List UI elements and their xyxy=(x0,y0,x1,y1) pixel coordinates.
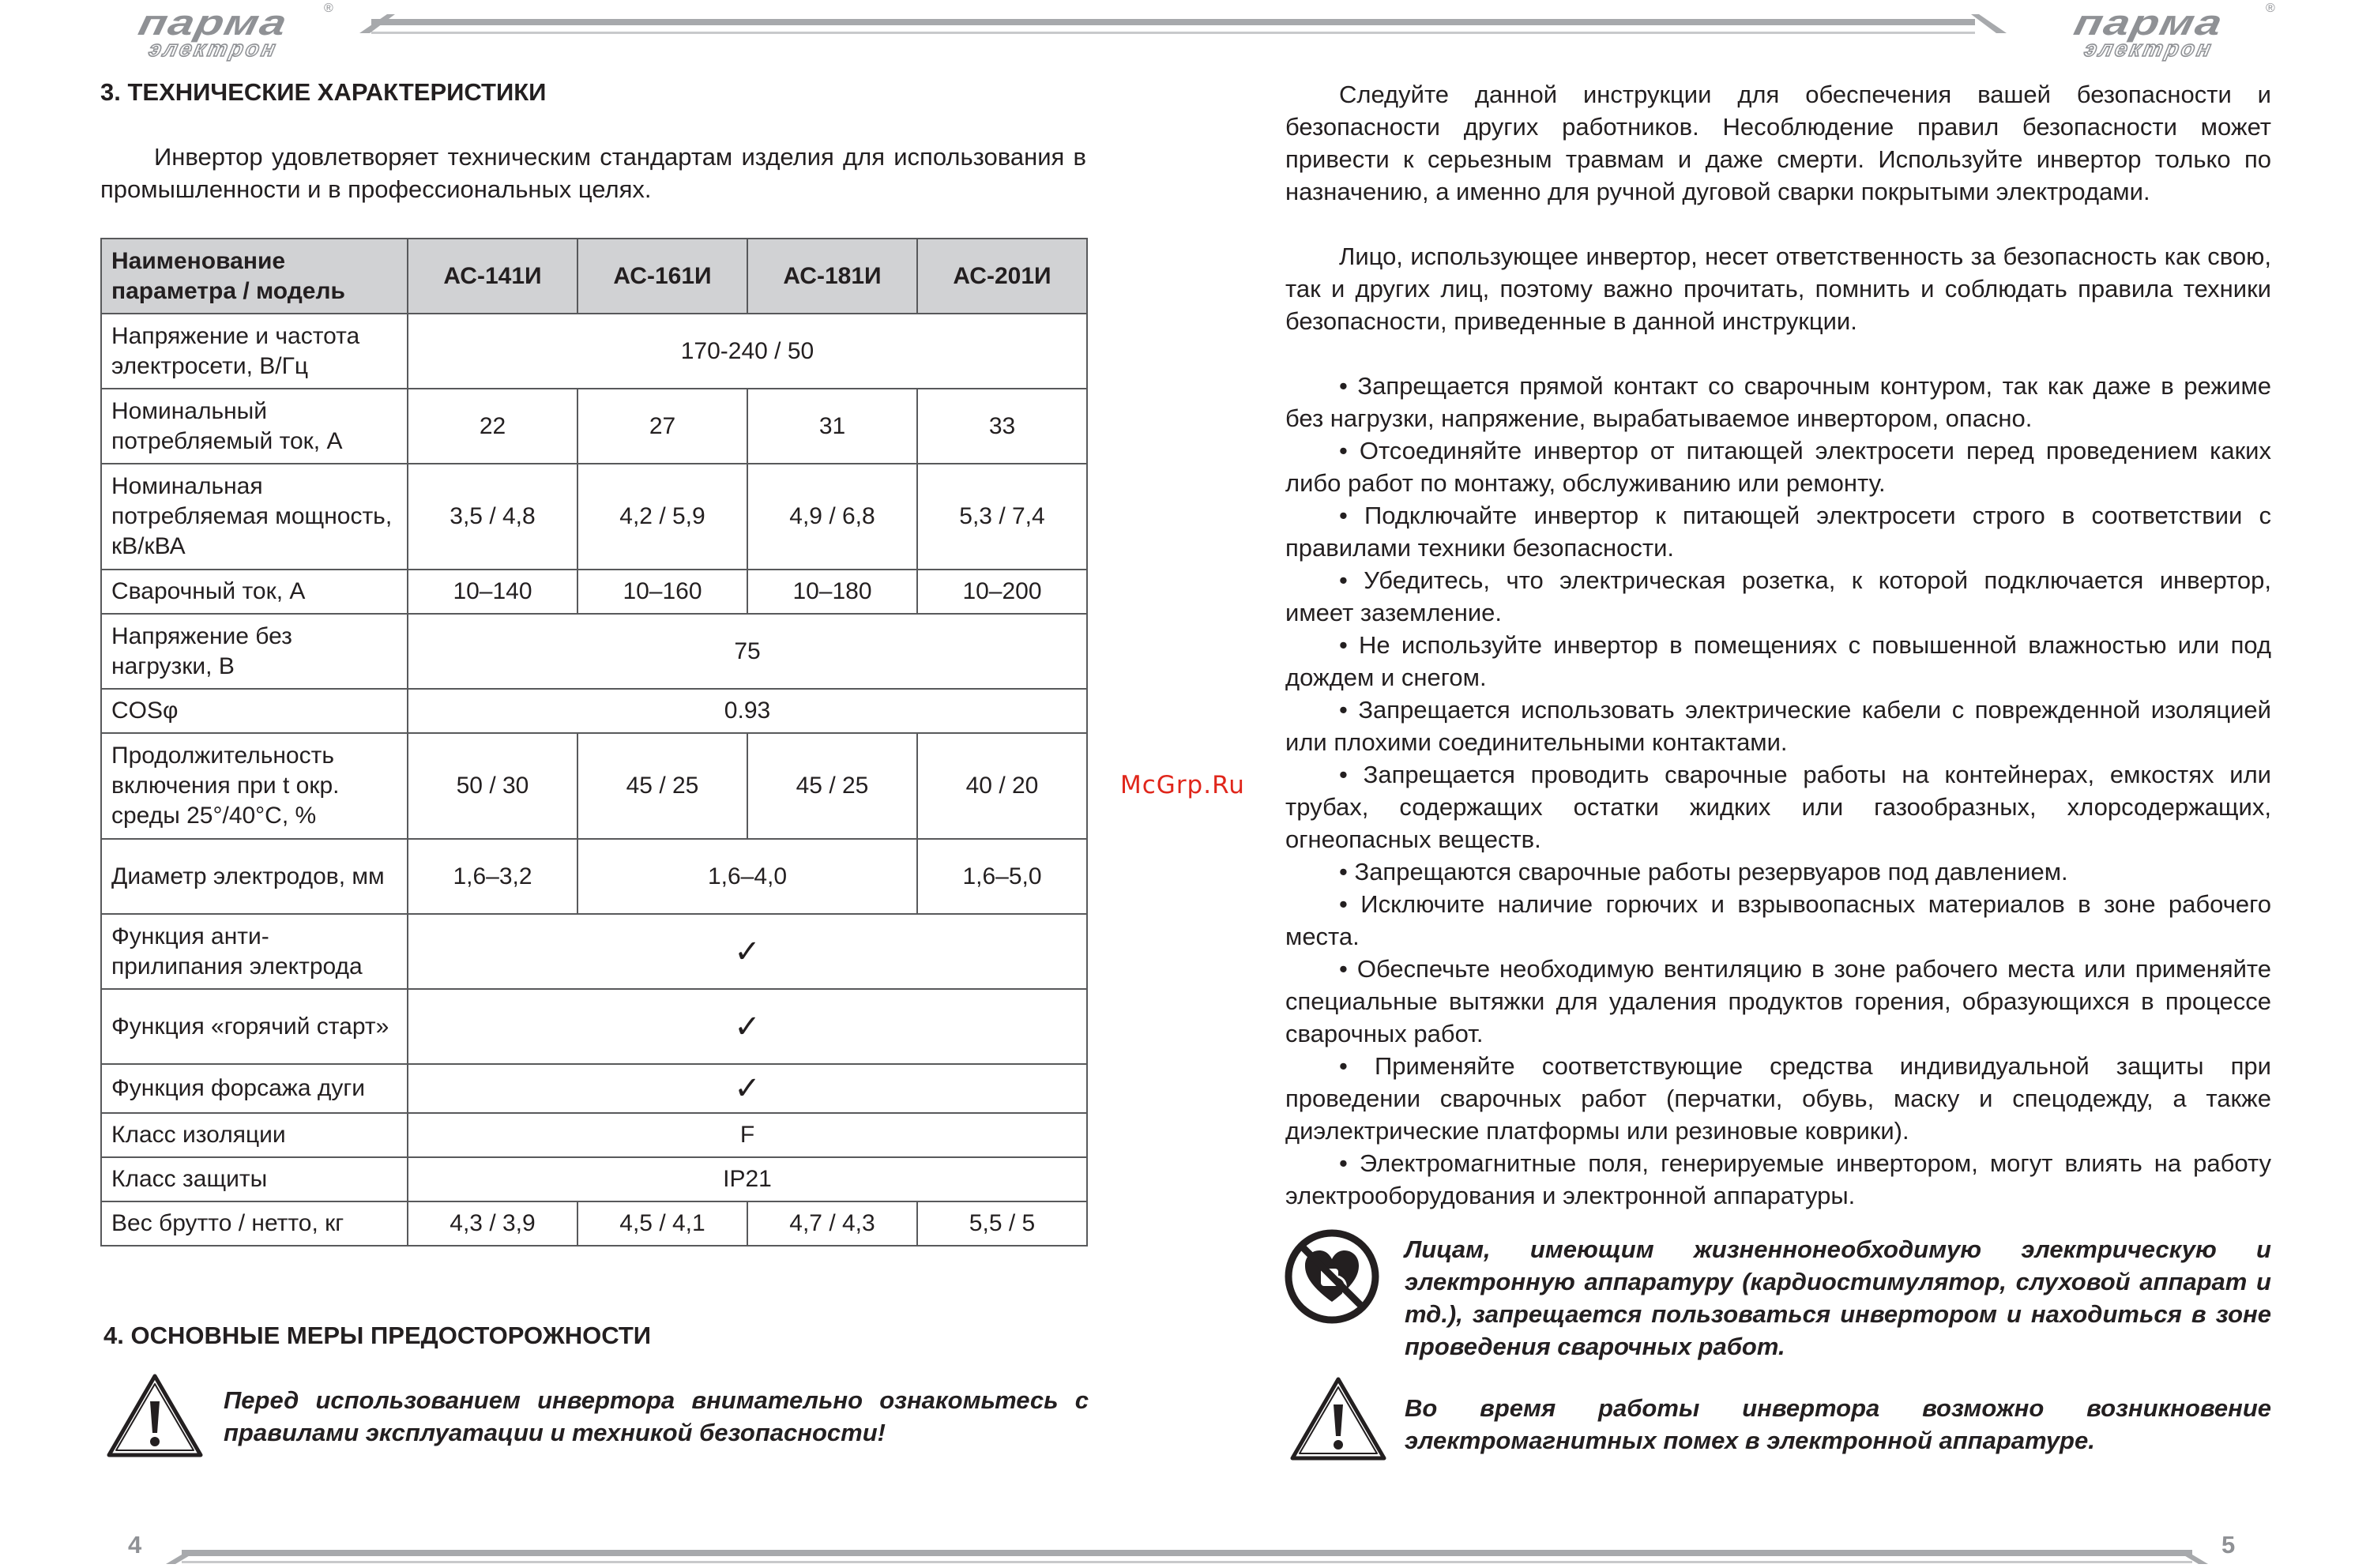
table-row xyxy=(101,1157,1087,1201)
check-icon: ✓ xyxy=(408,989,1087,1064)
param-value: 1,6–5,0 xyxy=(917,839,1087,914)
param-name: Напряжение без нагрузки, В xyxy=(101,614,408,689)
safety-bullet: • Применяйте соответствующие средства индивидуальной защиты при проведении сварочных работ (перчатки, обувь, маску и спецодежду, а также диэлектрические платформы или резиновые коврики). xyxy=(1285,1052,2271,1145)
param-value: 45 / 25 xyxy=(577,733,747,839)
responsibility-paragraph: Лицо, использующее инвертор, несет ответственность за безопасность как свою, так и других лиц, поэтому важно прочитать, помнить и соблюдать правила техники безопасности, приведенные в данной инструкции. xyxy=(1285,243,2271,335)
param-name: Функция форсажа дуги xyxy=(101,1064,408,1113)
table-row xyxy=(101,314,1087,389)
table-header-row xyxy=(101,239,1087,314)
table-row xyxy=(101,914,1087,989)
check-icon: ✓ xyxy=(408,914,1087,989)
table-header-cell: АС-141И xyxy=(408,239,577,314)
param-value: 10–140 xyxy=(408,570,577,614)
warning-triangle-icon xyxy=(104,1371,205,1460)
em-interference-warning-text: Во время работы инвертора возможно возникновение электромагнитных помех в электронной аппаратуре. xyxy=(1405,1394,2271,1454)
safety-bullet: • Исключите наличие горючих и взрывоопасных материалов в зоне рабочего места. xyxy=(1285,890,2271,950)
param-name: Продолжительность включения при t окр. среды 25°/40°С, % xyxy=(101,733,408,839)
footer-rule-ends xyxy=(0,1532,2370,1568)
param-value: F xyxy=(408,1113,1087,1157)
safety-bullet: • Запрещается использовать электрические кабели с поврежденной изоляцией или плохими соединительными контактами. xyxy=(1285,696,2271,756)
param-value: 4,7 / 4,3 xyxy=(747,1201,917,1246)
param-value: 22 xyxy=(408,389,577,464)
param-value: 4,5 / 4,1 xyxy=(577,1201,747,1246)
no-pacemaker-icon xyxy=(1285,1229,1379,1324)
safety-bullet: • Запрещается проводить сварочные работы на контейнерах, емкостях или трубах, содержащих остатки жидких или газообразных, хлорсодержащих, огнеопасных веществ. xyxy=(1285,761,2271,853)
section-4-title: 4. ОСНОВНЫЕ МЕРЫ ПРЕДОСТОРОЖНОСТИ xyxy=(103,1322,652,1349)
section-3-title: 3. ТЕХНИЧЕСКИЕ ХАРАКТЕРИСТИКИ xyxy=(100,78,547,106)
brand-logo-right xyxy=(2030,0,2267,60)
param-value: 45 / 25 xyxy=(747,733,917,839)
param-name: Номинальная потребляемая мощность, кВ/кВА xyxy=(101,464,408,570)
param-value: 10–200 xyxy=(917,570,1087,614)
param-value: 4,3 / 3,9 xyxy=(408,1201,577,1246)
param-value: 10–160 xyxy=(577,570,747,614)
param-value: 170-240 / 50 xyxy=(408,314,1087,389)
intro-paragraph xyxy=(100,141,1086,205)
watermark-text: McGrp.Ru xyxy=(1120,771,1245,799)
param-value: 4,2 / 5,9 xyxy=(577,464,747,570)
table-row xyxy=(101,1113,1087,1157)
param-value: 1,6–3,2 xyxy=(408,839,577,914)
right-column-text xyxy=(1285,78,2271,1212)
table-row xyxy=(101,1201,1087,1246)
logo-sub-text: электрон xyxy=(2082,36,2216,61)
table-row xyxy=(101,839,1087,914)
safety-bullet: • Убедитесь, что электрическая розетка, к которой подключается инвертор, имеет заземление. xyxy=(1285,566,2271,626)
param-name: Номинальный потребляемый ток, А xyxy=(101,389,408,464)
safety-intro-paragraph: Следуйте данной инструкции для обеспечения вашей безопасности и безопасности других работников. Несоблюдение правил безопасности может привести к серьезным травмам и даже смерти. Используйте инвертор только по назначению, а именно для ручной дуговой сварки покрытыми электродами. xyxy=(1285,81,2271,205)
logo-main-text: парма xyxy=(2070,2,2228,43)
logo-sub-text: электрон xyxy=(146,36,280,61)
safety-bullet: • Обеспечьте необходимую вентиляцию в зоне рабочего места или применяйте специальные вытяжки для удаления продуктов горения, образующихся в процессе сварочных работ. xyxy=(1285,955,2271,1047)
table-row xyxy=(101,614,1087,689)
param-name: Вес брутто / нетто, кг xyxy=(101,1201,408,1246)
table-row xyxy=(101,689,1087,733)
param-name: COSφ xyxy=(101,689,408,733)
page-number-left: 4 xyxy=(128,1531,142,1559)
param-name: Функция «горячий старт» xyxy=(101,989,408,1064)
param-name: Сварочный ток, А xyxy=(101,570,408,614)
table-header-cell: АС-161И xyxy=(577,239,747,314)
pacemaker-warning-text: Лицам, имеющим жизненнонеобходимую электрическую и электронную аппаратуру (кардиостимулятор, слуховой аппарат и тд.), запрещается пользоваться инвертором и находиться в зоне проведения сварочных работ. xyxy=(1405,1235,2271,1360)
param-value: 5,3 / 7,4 xyxy=(917,464,1087,570)
safety-bullet: • Подключайте инвертор к питающей электросети строго в соответствии с правилами техники безопасности. xyxy=(1285,502,2271,562)
param-value: 1,6–4,0 xyxy=(577,839,917,914)
table-row xyxy=(101,733,1087,839)
param-value: 4,9 / 6,8 xyxy=(747,464,917,570)
param-value: 3,5 / 4,8 xyxy=(408,464,577,570)
param-value: 0.93 xyxy=(408,689,1087,733)
table-row xyxy=(101,464,1087,570)
registered-mark: ® xyxy=(324,2,333,15)
intro-text: Инвертор удовлетворяет техническим стандартам изделия для использования в промышленности и в профессиональных целях. xyxy=(100,143,1086,203)
logo-main-text: парма xyxy=(134,2,292,43)
safety-warning-text: Перед использованием инвертора внимательно ознакомьтесь с правилами эксплуатации и техникой безопасности! xyxy=(224,1386,1089,1446)
param-value: 5,5 / 5 xyxy=(917,1201,1087,1246)
param-name: Напряжение и частота электросети, В/Гц xyxy=(101,314,408,389)
param-name: Класс изоляции xyxy=(101,1113,408,1157)
param-name: Функция анти-прилипания электрода xyxy=(101,914,408,989)
safety-bullet: • Электромагнитные поля, генерируемые инвертором, могут влиять на работу электрооборудования и электронной аппаратуры. xyxy=(1285,1149,2271,1209)
param-value: 50 / 30 xyxy=(408,733,577,839)
param-value: 75 xyxy=(408,614,1087,689)
specifications-table xyxy=(100,238,1088,1247)
check-icon: ✓ xyxy=(408,1064,1087,1113)
param-name: Диаметр электродов, мм xyxy=(101,839,408,914)
param-value: IP21 xyxy=(408,1157,1087,1201)
safety-bullet: • Запрещается прямой контакт со сварочным контуром, так как даже в режиме без нагрузки, напряжение, вырабатываемое инвертором, опасно. xyxy=(1285,372,2271,432)
table-header-cell: Наименование параметра / модель xyxy=(101,239,408,314)
param-value: 10–180 xyxy=(747,570,917,614)
safety-bullet: • Запрещаются сварочные работы резервуаров под давлением. xyxy=(1339,858,2068,886)
table-header-cell: АС-181И xyxy=(747,239,917,314)
registered-mark: ® xyxy=(2266,2,2275,15)
safety-bullet: • Не используйте инвертор в помещениях с повышенной влажностью или под дождем и снегом. xyxy=(1285,631,2271,691)
param-value: 33 xyxy=(917,389,1087,464)
header-rule-ends xyxy=(0,0,2370,43)
table-row xyxy=(101,1064,1087,1113)
warning-triangle-icon xyxy=(1288,1374,1389,1463)
param-value: 40 / 20 xyxy=(917,733,1087,839)
table-row xyxy=(101,570,1087,614)
param-name: Класс защиты xyxy=(101,1157,408,1201)
param-value: 27 xyxy=(577,389,747,464)
param-value: 31 xyxy=(747,389,917,464)
table-row xyxy=(101,389,1087,464)
safety-bullet: • Отсоединяйте инвертор от питающей электросети перед проведением каких либо работ по монтажу, обслуживанию или ремонту. xyxy=(1285,437,2271,497)
table-header-cell: АС-201И xyxy=(917,239,1087,314)
table-row xyxy=(101,989,1087,1064)
page-number-right: 5 xyxy=(2221,1531,2236,1559)
